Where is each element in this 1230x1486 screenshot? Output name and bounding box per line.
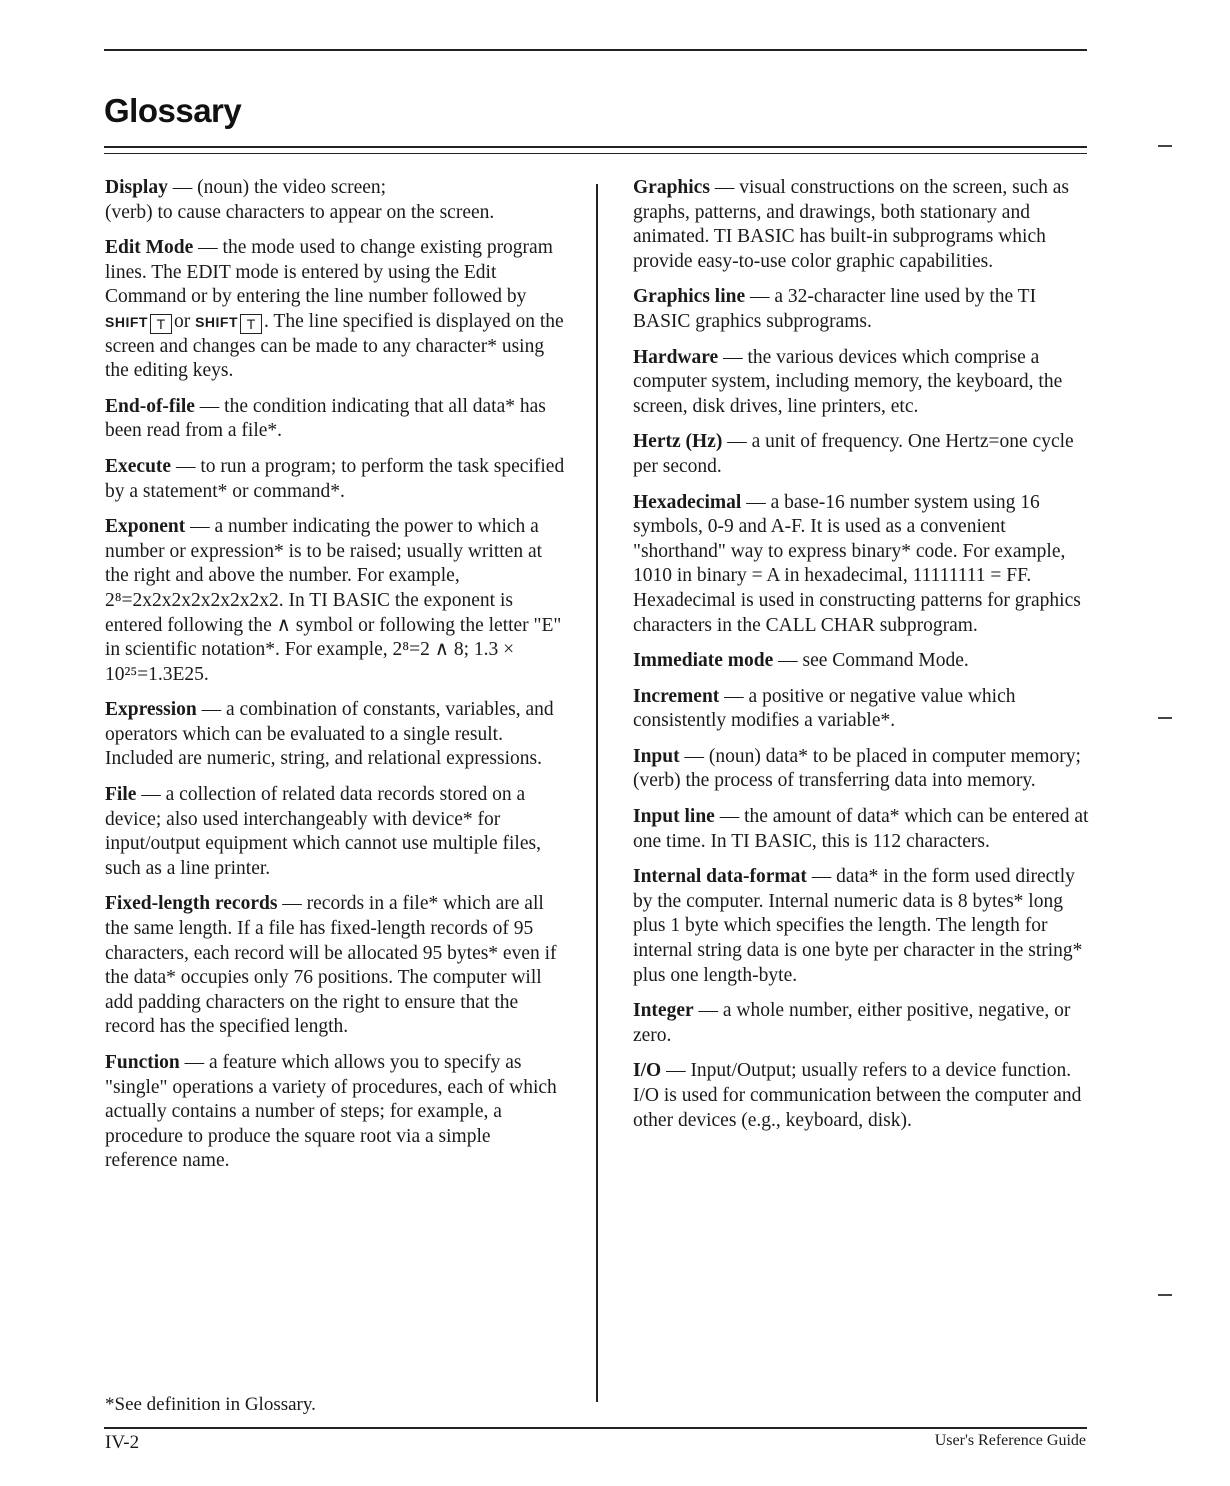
shift-key-label: SHIFT <box>105 313 148 330</box>
glossary-entry <box>105 892 565 1040</box>
glossary-term: Edit Mode <box>105 237 194 259</box>
glossary-entry <box>633 805 1093 854</box>
glossary-term: Display <box>105 177 168 198</box>
left-column <box>105 176 565 1185</box>
bottom-rule <box>104 1427 1087 1429</box>
glossary-definition: — see Command Mode. <box>773 650 969 672</box>
glossary-entry <box>105 236 565 384</box>
glossary-entry <box>633 745 1093 794</box>
keycap: T <box>240 314 262 334</box>
glossary-definition: — visual constructions on the screen, such as graphs, patterns, and drawings, both stationary and animated. TI BASIC has built-in subprograms which provide easy-to-use color graphic capabilities. <box>633 177 1069 272</box>
glossary-term: Immediate mode <box>633 650 774 672</box>
title-rule-lower <box>104 153 1087 154</box>
glossary-entry <box>105 698 565 772</box>
glossary-definition: — the various devices which comprise a computer system, including memory, the keyboard, the screen, disk drives, line printers, etc. <box>633 346 1063 417</box>
glossary-entry <box>105 395 565 444</box>
glossary-definition: — a combination of constants, variables, and operators which can be evaluated to a single result. Included are numeric, string, and relational expressions. <box>105 699 554 770</box>
glossary-definition: — a collection of related data records stored on a device; also used interchangeably with device* for input/output equipment which cannot use multiple files, such as a line printer. <box>105 784 541 879</box>
title-rule-upper <box>104 146 1087 148</box>
glossary-entry <box>633 649 1093 674</box>
glossary-definition: — to run a program; to perform the task specified by a statement* or command*. <box>105 455 565 502</box>
glossary-definition: — a base-16 number system using 16 symbols, 0-9 and A-F. It is used as a convenient "shorthand" way to express binary* code. For example, 1010 in binary = A in hexadecimal, 11111111 = FF. Hexadecimal is used in constructing patterns for graphics characters in the CALL CHAR subprogram. <box>633 491 1081 636</box>
glossary-definition: — the amount of data* which can be entered at one time. In TI BASIC, this is 112 characters. <box>633 806 1089 852</box>
running-footer: User's Reference Guide <box>934 1432 1086 1449</box>
glossary-entry <box>633 346 1093 420</box>
footnote: *See definition in Glossary. <box>105 1394 316 1415</box>
glossary-term: Input <box>633 745 680 767</box>
top-rule <box>104 49 1087 51</box>
glossary-definition: — (noun) the video screen; (verb) to cause characters to appear on the screen. <box>105 177 495 223</box>
glossary-definition: — a positive or negative value which consistently modifies a variable*. <box>633 685 1016 732</box>
glossary-entry <box>633 176 1093 274</box>
page-number: IV-2 <box>105 1432 140 1453</box>
page-title: Glossary <box>104 92 242 129</box>
glossary-term: End-of-file <box>105 395 195 417</box>
glossary-entry <box>105 455 565 504</box>
glossary-definition: — (noun) data* to be placed in computer memory; (verb) the process of transferring data into memory. <box>633 745 1081 792</box>
glossary-entry <box>633 285 1093 334</box>
margin-tick <box>1158 1294 1172 1296</box>
glossary-definition: — a number indicating the power to which a number or expression* is to be raised; usually written at the right and above the number. For example, 2⁸=2x2x2x2x2x2x2x2. In TI BASIC the exponent is entered following the ∧ symbol or following the letter "E" in scientific notation*. For example, 2⁸=2 ∧ 8; 1.3 × 10²⁵=1.3E25. <box>105 516 562 685</box>
glossary-term: Hertz (Hz) <box>633 431 723 453</box>
glossary-term: Graphics line <box>633 286 746 308</box>
glossary-definition: — the condition indicating that all data* has been read from a file*. <box>105 395 546 442</box>
glossary-entry <box>633 430 1093 479</box>
or-text: or <box>173 310 191 332</box>
glossary-entry <box>105 1051 565 1174</box>
glossary-definition: — Input/Output; usually refers to a device function. I/O is used for communication between the computer and other devices (e.g., keyboard, disk). <box>633 1060 1082 1131</box>
glossary-definition: — a feature which allows you to specify as "single" operations a variety of procedures, each of which actually contains a number of steps; for example, a procedure to produce the square root via a simple reference name. <box>105 1052 557 1172</box>
glossary-definition: — records in a file* which are all the same length. If a file has fixed-length records of 95 characters, each record will be allocated 95 bytes* even if the data* occupies only 76 positions. The computer will add padding characters on the right to ensure that the record has the specified length. <box>105 893 557 1038</box>
glossary-entry <box>105 176 565 225</box>
keycap: T <box>150 314 172 334</box>
glossary-entry <box>633 491 1093 639</box>
glossary-definition: — data* in the form used directly by the computer. Internal numeric data is 8 bytes* long plus 1 byte which specifies the length. The length for internal string data is one byte per character in the string* plus one length-byte. <box>633 866 1083 986</box>
glossary-term: Expression <box>105 699 197 721</box>
margin-tick <box>1158 145 1172 147</box>
glossary-definition: — a 32-character line used by the TI BASIC graphics subprograms. <box>633 286 1037 332</box>
glossary-definition-cont: . The line specified is displayed on the screen and changes can be made to any character* using the editing keys. <box>105 310 564 382</box>
glossary-term: Hexadecimal <box>633 491 742 513</box>
glossary-definition: — a unit of frequency. One Hertz=one cycle per second. <box>633 431 1074 477</box>
glossary-entry <box>105 515 565 687</box>
glossary-term: Fixed-length records <box>105 893 278 915</box>
glossary-definition: — the mode used to change existing program lines. The EDIT mode is entered by using the Edit Command or by entering the line number followed by <box>105 237 553 308</box>
glossary-term: File <box>105 784 137 806</box>
glossary-entry <box>633 1059 1093 1133</box>
glossary-entry <box>633 685 1093 734</box>
glossary-term: I/O <box>633 1060 662 1082</box>
glossary-term: Graphics <box>633 177 710 198</box>
glossary-term: Increment <box>633 685 720 707</box>
glossary-entry <box>633 999 1093 1048</box>
glossary-entry <box>105 783 565 881</box>
glossary-term: Exponent <box>105 516 186 538</box>
glossary-term: Execute <box>105 455 172 477</box>
glossary-term: Internal data-format <box>633 866 807 888</box>
glossary-term: Input line <box>633 806 715 828</box>
glossary-entry <box>633 865 1093 988</box>
margin-tick <box>1158 717 1172 719</box>
column-divider <box>596 184 598 1402</box>
glossary-term: Function <box>105 1052 180 1073</box>
right-column <box>633 176 1093 1144</box>
glossary-term: Integer <box>633 1000 694 1022</box>
glossary-definition: — a whole number, either positive, negative, or zero. <box>633 1000 1071 1046</box>
glossary-term: Hardware <box>633 346 719 368</box>
shift-key-label: SHIFT <box>195 313 239 330</box>
